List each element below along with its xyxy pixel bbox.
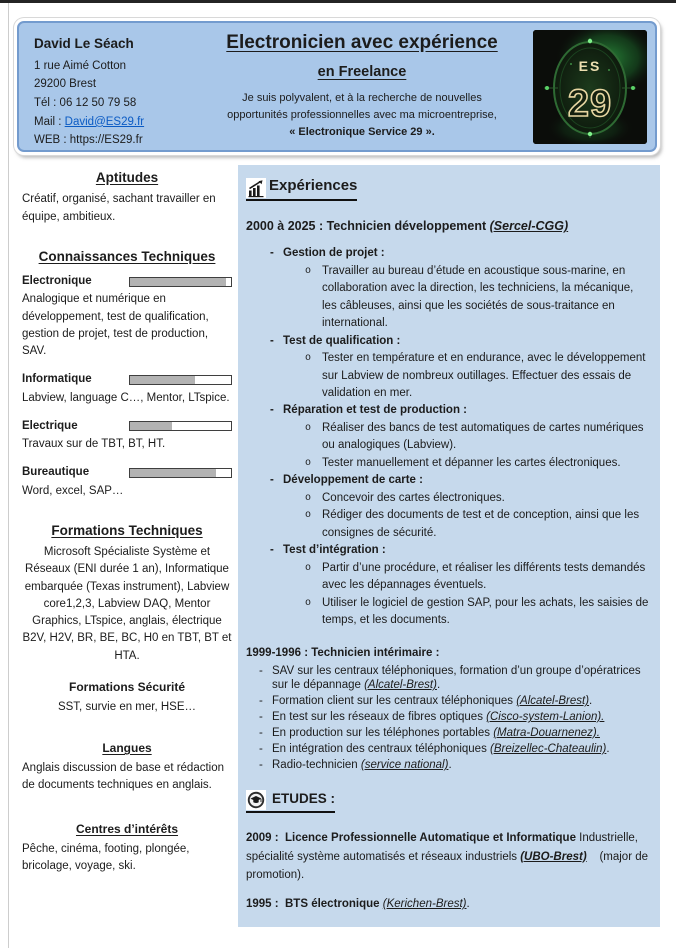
skill-bar-fill xyxy=(130,469,216,477)
dash-marker: - xyxy=(259,727,263,740)
sub-bullet-text: Travailler au bureau d’étude en acoustique sous-marine, en collaboration avec la direction, les techniciens, la mécanique, les câbleuses, ainsi que les sociétés de sous-traitance en international. xyxy=(322,264,634,330)
interim-text: En production sur les téléphones portables xyxy=(272,727,494,740)
interim-suffix: . xyxy=(436,679,441,692)
dash-marker: - xyxy=(270,247,274,260)
skill-bar-fill xyxy=(130,376,195,384)
interim-company: (Breizellec-Chateaulin) xyxy=(490,743,607,756)
dash-marker: - xyxy=(259,665,263,678)
pitch-text xyxy=(195,90,529,141)
bullet-label: Test de qualification : xyxy=(283,334,401,347)
skill-bar-fill xyxy=(130,278,226,286)
sub-bullet xyxy=(246,507,650,542)
job-current-line xyxy=(246,217,650,236)
dash-marker: - xyxy=(270,544,274,557)
interim-heading: 1999-1996 : Technicien intérimaire : xyxy=(246,646,440,659)
sub-bullet xyxy=(246,350,650,402)
etudes-heading xyxy=(246,789,335,813)
job-title: Technicien développement xyxy=(326,219,490,234)
bullet-label: Gestion de projet : xyxy=(283,247,385,260)
sub-bullet-text: Tester en température et en endurance, avec le développement sur Labview de nombreux outillages. Effectuer des essais de validation en mer. xyxy=(322,352,646,400)
sub-bullet-text: Tester manuellement et dépanner les cartes électroniques. xyxy=(322,456,621,469)
sub-bullet xyxy=(246,455,650,472)
job-dates: 2000 à 2025 : xyxy=(246,219,327,234)
skill-bar-bureautique xyxy=(129,468,232,478)
aptitudes-heading: Aptitudes xyxy=(95,170,159,185)
circle-marker: o xyxy=(305,422,312,434)
sub-bullet-text: Réaliser des bancs de test automatiques de cartes numériques ou analogiques (Labview). xyxy=(322,421,644,452)
interim-text: SAV sur les centraux téléphoniques, formation d’un groupe d’opératrices sur le dépannage xyxy=(272,665,641,692)
sub-bullet xyxy=(246,420,650,455)
skill-desc: Word, excel, SAP… xyxy=(22,484,124,497)
securite-heading: Formations Sécurité xyxy=(68,679,186,694)
skill-row-electronique xyxy=(22,273,232,290)
interim-text: En intégration des centraux téléphoniques xyxy=(272,743,491,756)
interim-company: (service national) xyxy=(360,759,449,772)
etude-dates: 1995 : xyxy=(246,898,285,911)
bullet-label: Test d’intégration : xyxy=(283,544,386,557)
interim-text: Formation client sur les centraux téléphoniques xyxy=(272,695,517,708)
sidebar xyxy=(22,168,232,875)
bullet-section xyxy=(246,472,650,489)
skill-bar-electrique xyxy=(129,421,232,431)
langues-heading: Langues xyxy=(102,741,152,755)
skill-desc: Travaux sur de TBT, BT, HT. xyxy=(22,438,166,450)
etudes-heading-label: ETUDES : xyxy=(272,791,336,807)
skill-label: Informatique xyxy=(22,373,92,386)
es29-logo-art xyxy=(533,30,647,144)
dash-marker: - xyxy=(259,695,263,708)
etude-entry-2009 xyxy=(246,829,650,884)
circle-marker: o xyxy=(305,510,312,522)
interim-item xyxy=(246,664,650,692)
etude-detail: Industrielle, spécialité système automatisés et réseaux industriels xyxy=(246,832,638,863)
circle-marker: o xyxy=(305,492,312,504)
bullet-section xyxy=(246,542,650,559)
main-panel xyxy=(238,165,660,927)
experiences-heading-label: Expériences xyxy=(269,177,358,194)
pitch-line-2: opportunités professionnelles avec ma microentreprise, xyxy=(227,109,497,122)
sub-bullet-text: Concevoir des cartes électroniques. xyxy=(322,491,505,504)
interim-suffix: . xyxy=(589,695,593,708)
skill-label: Bureautique xyxy=(22,466,90,479)
bullet-section xyxy=(246,333,650,350)
dash-marker: - xyxy=(259,711,263,724)
dash-marker: - xyxy=(270,404,274,417)
skill-row-bureautique xyxy=(22,464,232,481)
skill-desc: Analogique et numérique en développement, test de qualification, gestion de projet, test de production, SAV. xyxy=(22,293,209,357)
page-left-border xyxy=(8,3,9,948)
sub-bullet-text: Utiliser le logiciel de gestion SAP, pour les achats, les saisies de temps, et les documents. xyxy=(322,596,649,627)
web-line: WEB : https://ES29.fr xyxy=(34,134,143,147)
pitch-line-3: « Electronique Service 29 ». xyxy=(289,126,435,139)
skill-bar-electronique xyxy=(129,277,232,287)
skill-row-electrique xyxy=(22,418,232,435)
formations-text: Microsoft Spécialiste Système et Réseaux (ENI durée 1 an), Informatique embarquée (Texas instrument), Labview core1,2,3, Labview DAQ, Mentor Graphics, LTspice, anglais, électrique B2V, H2V, BR, BE, BC, H0 en TBT, BT et HTA. xyxy=(22,546,232,662)
bar-chart-icon xyxy=(246,178,266,198)
circle-marker: o xyxy=(305,597,312,609)
sub-bullet xyxy=(246,263,650,333)
interim-company: (Cisco-system-Lanion). xyxy=(486,711,605,724)
interim-suffix: . xyxy=(448,759,452,772)
page-subtitle: en Freelance xyxy=(317,64,407,80)
etude-degree: BTS électronique xyxy=(285,898,383,911)
phone-line: Tél : 06 12 50 79 58 xyxy=(34,97,137,110)
es29-logo xyxy=(533,30,647,144)
bullet-label: Développement de carte : xyxy=(283,474,423,487)
etude-school: (Kerichen-Brest) xyxy=(382,898,467,911)
skill-bar-informatique xyxy=(129,375,232,385)
experiences-heading xyxy=(246,175,357,201)
skill-bar-fill xyxy=(130,422,172,430)
header-card xyxy=(17,21,657,152)
job-company: (Sercel-CGG) xyxy=(489,219,569,234)
dash-marker: - xyxy=(259,743,263,756)
interim-company: (Matra-Douarnenez). xyxy=(493,727,600,740)
sub-bullet-text: Rédiger des documents de test et de conception, ainsi que les consignes de sécurité. xyxy=(322,509,640,539)
email-link[interactable]: David@ES29.fr xyxy=(64,115,145,128)
sub-bullet xyxy=(246,595,650,630)
circle-marker: o xyxy=(305,265,312,277)
skill-row-informatique xyxy=(22,371,232,388)
pitch-line-1: Je suis polyvalent, et à la recherche de nouvelles xyxy=(242,92,482,104)
bullet-section xyxy=(246,245,650,262)
sub-bullet-text: Partir d’une procédure, et réaliser les différents tests demandés avec les dépannages éventuels. xyxy=(322,561,646,592)
interim-item xyxy=(246,694,650,708)
address-line-2: 29200 Brest xyxy=(34,78,97,91)
bullet-section xyxy=(246,402,650,419)
sub-bullet xyxy=(246,560,650,595)
langues-text: Anglais discussion de base et rédaction de documents techniques en anglais. xyxy=(22,762,225,792)
formations-heading: Formations Techniques xyxy=(51,522,203,538)
skill-desc: Labview, language C…, Mentor, LTspice. xyxy=(22,391,230,404)
interim-suffix: . xyxy=(606,743,610,756)
mail-line xyxy=(34,113,195,132)
interim-company: (Alcatel-Brest) xyxy=(516,695,590,708)
contact-name: David Le Séach xyxy=(34,36,134,51)
interim-text: Radio-technicien xyxy=(272,759,361,772)
aptitudes-text: Créatif, organisé, sachant travailler en équipe, ambitieux. xyxy=(22,193,216,223)
interim-text: En test sur les réseaux de fibres optiques xyxy=(272,711,487,724)
etude-school: (UBO-Brest) xyxy=(520,850,587,863)
dash-marker: - xyxy=(259,759,263,772)
circle-marker: o xyxy=(305,562,312,574)
etude-tail: . xyxy=(466,898,470,911)
interim-item xyxy=(246,758,650,772)
securite-text: SST, survie en mer, HSE… xyxy=(57,700,197,713)
circle-marker: o xyxy=(305,353,312,365)
address-line-1: 1 rue Aimé Cotton xyxy=(34,59,127,72)
logo-text-29: 29 xyxy=(567,83,613,125)
experience-bullet-list xyxy=(246,245,650,629)
etude-degree: Licence Professionnelle Automatique et Informatique xyxy=(285,832,576,845)
logo-text-es: ES xyxy=(578,58,602,74)
dash-marker: - xyxy=(270,474,274,487)
etude-entry-1995 xyxy=(246,895,650,913)
interim-item xyxy=(246,726,650,740)
interim-item xyxy=(246,710,650,724)
interets-text: Pêche, cinéma, footing, plongée, bricolage, voyage, ski. xyxy=(22,842,190,872)
page-top-border xyxy=(0,0,676,3)
page-title: Electronicien avec expérience xyxy=(226,32,498,53)
interim-item xyxy=(246,742,650,756)
skills-heading: Connaissances Techniques xyxy=(38,248,216,264)
sub-bullet xyxy=(246,490,650,507)
mail-label: Mail : xyxy=(34,115,65,128)
graduation-cap-icon xyxy=(246,790,266,810)
interim-list xyxy=(246,664,650,772)
contact-block xyxy=(19,23,195,150)
interim-company: (Alcatel-Brest) xyxy=(364,679,437,692)
skill-label: Electronique xyxy=(22,275,92,287)
etude-tail: (major de promotion). xyxy=(246,850,649,881)
bullet-label: Réparation et test de production : xyxy=(283,404,468,417)
header-title-block xyxy=(195,23,529,150)
interets-heading: Centres d’intérêts xyxy=(75,821,179,836)
skill-label: Electrique xyxy=(22,419,78,432)
dash-marker: - xyxy=(270,334,274,347)
etude-dates: 2009 : xyxy=(246,832,285,845)
circle-marker: o xyxy=(305,457,312,469)
